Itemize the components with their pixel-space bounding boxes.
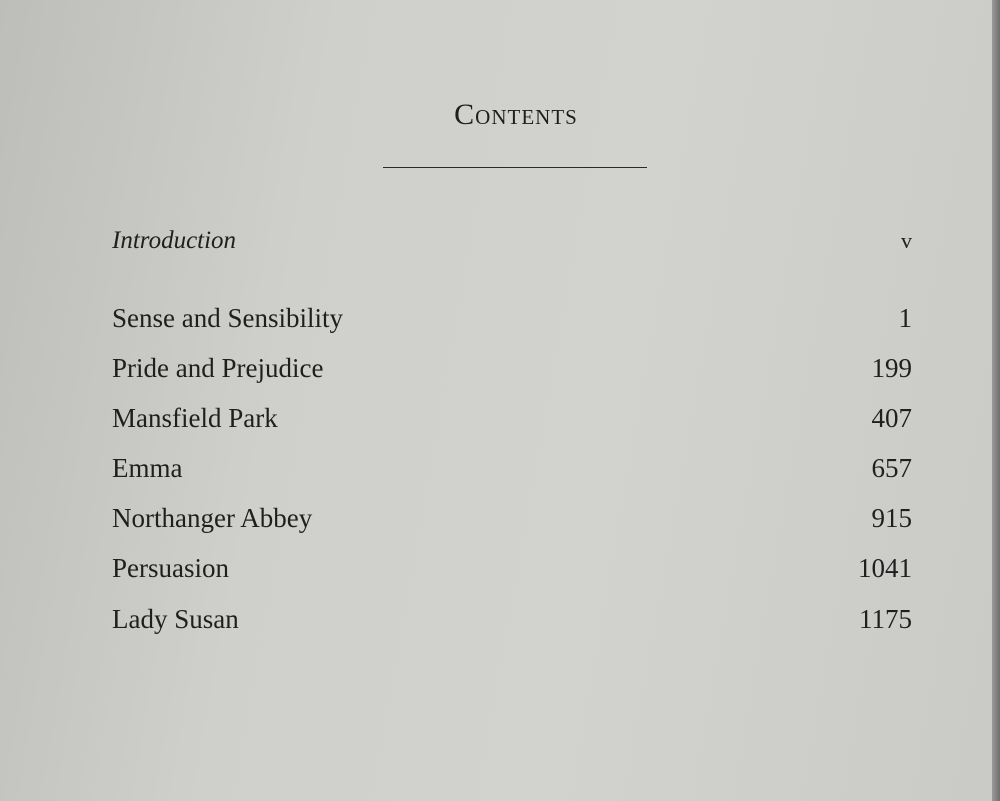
toc-entry-title: Pride and Prejudice [112,353,324,383]
toc-entry-introduction [112,227,912,263]
toc-entry-title: Emma [112,453,183,483]
toc-entry-page: 199 [871,353,912,383]
toc-entry [112,503,912,539]
toc-entry-title: Introduction [112,227,237,254]
toc-entry-page: 1041 [858,553,912,583]
toc-entry-title: Northanger Abbey [112,503,313,533]
toc-entry [112,553,912,589]
contents-heading: Contents [454,98,578,131]
toc-entry-page: 657 [871,453,912,483]
toc-entry-page: v [901,228,912,253]
toc-entry [112,453,912,489]
page-edge [992,0,1000,801]
toc-entry-page: 915 [871,503,912,533]
toc-entry-title: Mansfield Park [112,403,278,433]
toc-entry [112,403,912,439]
toc-entry-page: 407 [871,403,912,433]
toc-entry [112,303,912,339]
toc-entry-title: Persuasion [112,553,229,583]
toc-entry [112,604,912,640]
toc-entry-title: Lady Susan [112,604,239,634]
toc-entry-page: 1 [898,303,912,333]
toc-entry-page: 1175 [859,604,912,634]
toc-entry [112,353,912,389]
toc-entry-title: Sense and Sensibility [112,303,343,333]
heading-rule [383,167,647,168]
